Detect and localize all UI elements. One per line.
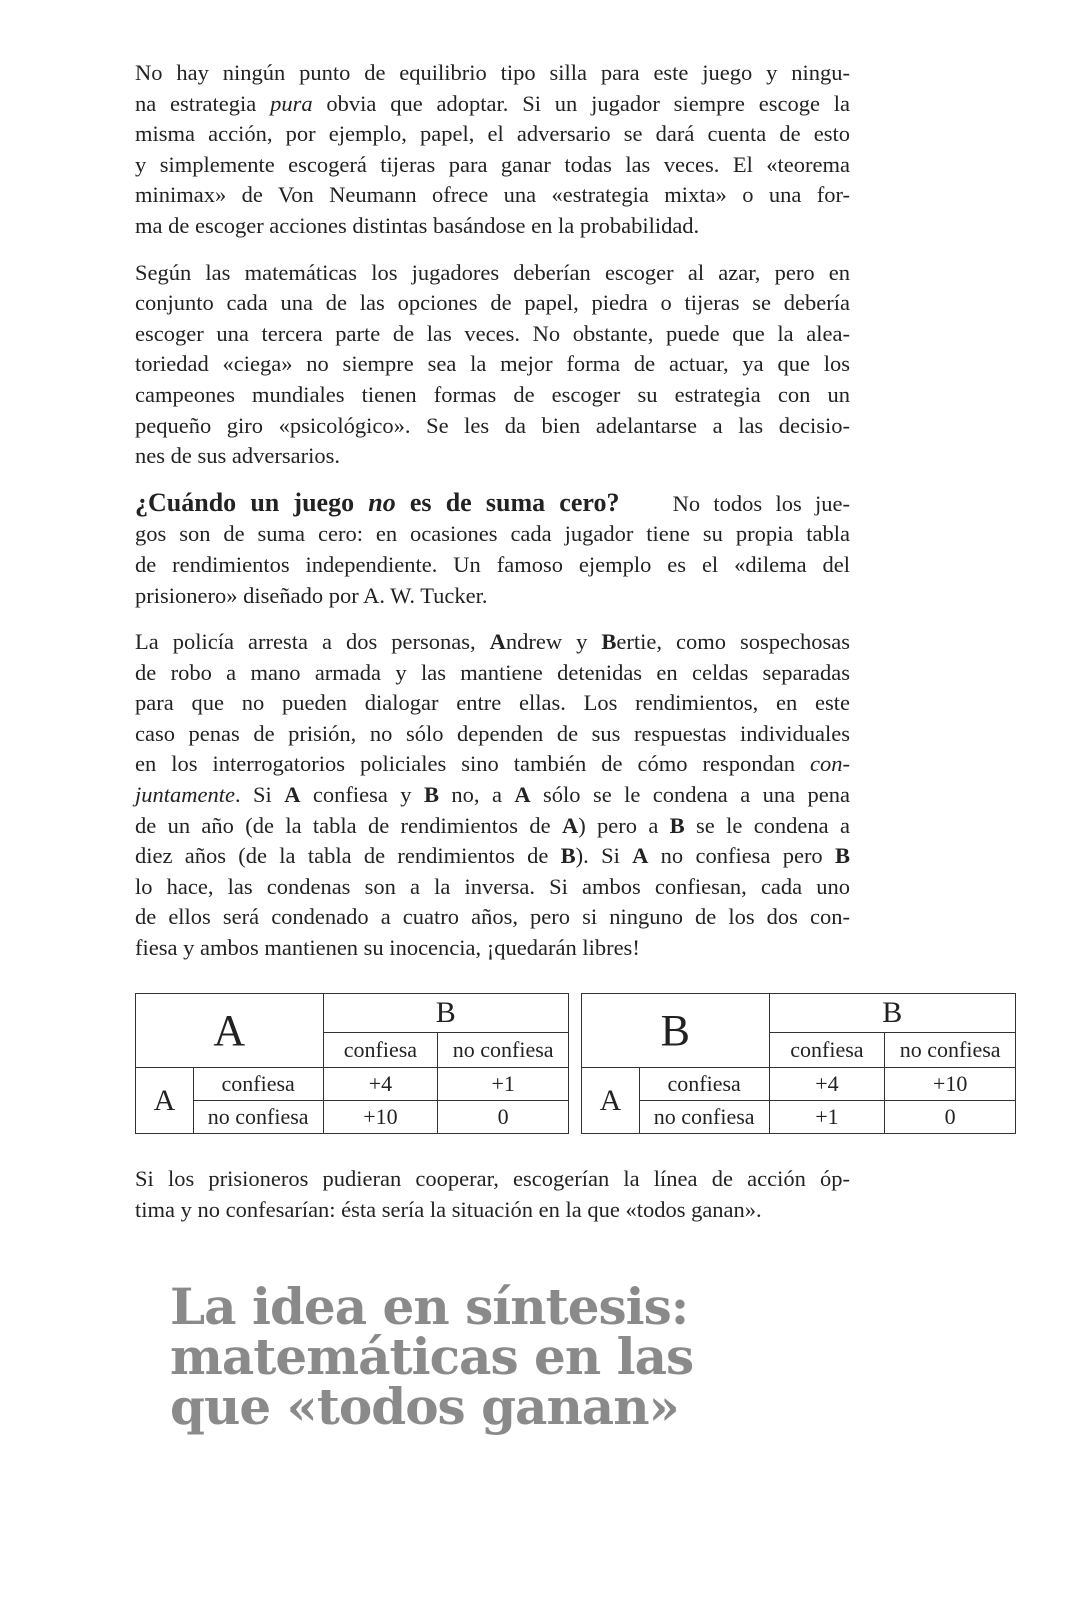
text-line <box>135 150 850 181</box>
payoff-cell: 0 <box>885 1101 1016 1134</box>
text-span: B <box>560 843 576 869</box>
text-span: ma de escoger acciones distintas basándose en la probabilidad. <box>135 212 700 238</box>
text-span: prisionero» diseñado por A. W. Tucker. <box>135 582 488 608</box>
text-span: na estrategia <box>135 90 271 116</box>
text-line <box>135 1164 850 1195</box>
text-line <box>135 258 850 289</box>
text-line <box>135 211 850 242</box>
column-player: B <box>769 994 1015 1033</box>
text-line <box>135 58 850 89</box>
text-span: escoger una tercera parte de las veces. No obstante, puede que la alea- <box>135 320 850 346</box>
text-line <box>135 441 850 472</box>
text-line <box>135 488 850 520</box>
text-span: nes de sus adversarios. <box>135 443 340 469</box>
text-span: para que no pueden dialogar entre ellas. Los rendimientos, en este <box>135 690 850 716</box>
text-span: se le condena a <box>684 812 850 838</box>
text-span: B <box>834 843 850 869</box>
text-span: No hay ningún punto de equilibrio tipo silla para este juego y ningu- <box>135 60 850 85</box>
column-header: no confiesa <box>438 1033 569 1068</box>
table-owner: A <box>136 994 324 1068</box>
text-span: A <box>514 782 531 808</box>
payoff-cell: +10 <box>885 1068 1016 1101</box>
text-span: diez años (de la tabla de rendimientos de <box>135 843 561 869</box>
text-span: y simplemente escogerá tijeras para ganar todas las veces. El «teorema <box>135 151 850 177</box>
text-span: de un año (de la tabla de rendimientos de <box>135 812 562 838</box>
column-header: confiesa <box>323 1033 438 1068</box>
summary-line: que «todos ganan» <box>170 1377 679 1436</box>
text-line <box>135 658 850 689</box>
text-span: en los interrogatorios policiales sino también de cómo respondan <box>135 751 811 777</box>
payoff-cell: +1 <box>769 1101 885 1134</box>
text-line <box>135 581 850 612</box>
text-span: A <box>632 843 649 869</box>
text-span: A <box>561 812 579 838</box>
text-line <box>135 180 850 211</box>
text-span: A <box>284 782 301 808</box>
text-span: pura <box>270 90 313 116</box>
column-header: confiesa <box>769 1033 885 1068</box>
text-span: fiesa y ambos mantienen su inocencia, ¡quedarán libres! <box>135 935 640 961</box>
text-span: gos son de suma cero: en ocasiones cada jugador tiene su propia tabla <box>135 521 850 547</box>
payoff-table-b <box>581 993 1016 1134</box>
column-header: no confiesa <box>885 1033 1016 1068</box>
text-line <box>135 627 850 658</box>
text-line <box>135 1195 850 1226</box>
text-line <box>135 719 850 750</box>
payoff-cell: +4 <box>323 1068 438 1101</box>
text-span: ndrew y <box>505 629 602 655</box>
payoff-cell: +10 <box>323 1101 438 1134</box>
text-span: ). Si <box>575 843 633 869</box>
text-span: caso penas de prisión, no sólo dependen de sus respuestas individuales <box>135 720 850 746</box>
body-text <box>135 58 850 980</box>
column-player: B <box>323 994 568 1033</box>
text-span: juntamente <box>135 782 235 808</box>
summary-heading <box>170 1277 870 1436</box>
table-owner: B <box>582 994 770 1068</box>
paragraph <box>135 58 850 242</box>
payoff-table-a <box>135 993 569 1134</box>
section-heading: no <box>368 487 396 517</box>
text-span: No todos los jue- <box>619 490 851 516</box>
text-span: sólo se le condena a una pena <box>530 782 850 808</box>
text-span: Si los prisioneros pudieran cooperar, escogerían la línea de acción óp- <box>135 1166 850 1191</box>
text-line <box>135 933 850 964</box>
paragraph <box>135 1164 850 1225</box>
paragraph <box>135 488 850 611</box>
row-header: confiesa <box>193 1068 323 1101</box>
payoff-cell: 0 <box>438 1101 569 1134</box>
paragraph <box>135 258 850 472</box>
text-span: de ellos será condenado a cuatro años, pero si ninguno de los dos con- <box>135 904 850 930</box>
text-span: lo hace, las condenas son a la inversa. Si ambos confiesan, cada uno <box>135 873 850 899</box>
text-line <box>135 319 850 350</box>
text-line <box>135 349 850 380</box>
text-line <box>135 872 850 903</box>
text-span: Según las matemáticas los jugadores deberían escoger al azar, pero en <box>135 259 850 285</box>
text-line <box>135 749 850 780</box>
row-header: no confiesa <box>193 1101 323 1134</box>
text-span: B <box>423 782 439 808</box>
text-span: pequeño giro «psicológico». Se les da bien adelantarse a las decisio- <box>135 412 850 438</box>
text-line <box>135 780 850 811</box>
text-span: no confiesa pero <box>648 843 835 869</box>
text-span: La policía arresta a dos personas, <box>135 629 490 655</box>
text-span: con- <box>810 751 850 777</box>
text-line <box>135 550 850 581</box>
payoff-cell: +4 <box>769 1068 885 1101</box>
text-span: toriedad «ciega» no siempre sea la mejor forma de actuar, ya que los <box>135 351 850 377</box>
section-heading: ¿Cuándo un juego <box>135 487 369 517</box>
text-line <box>135 119 850 150</box>
row-header: confiesa <box>639 1068 769 1101</box>
text-span: A <box>489 629 506 655</box>
text-line <box>135 380 850 411</box>
text-span: ertie, como sospechosas <box>616 629 850 655</box>
text-span: minimax» de Von Neumann ofrece una «estrategia mixta» o una for- <box>135 182 850 208</box>
closing-paragraph <box>135 1164 850 1241</box>
text-line <box>135 811 850 842</box>
text-line <box>135 841 850 872</box>
text-line <box>135 89 850 120</box>
text-span: campeones mundiales tienen formas de escoger su estrategia con un <box>135 381 850 407</box>
text-line <box>135 688 850 719</box>
text-span: tima y no confesarían: ésta sería la situación en la que «todos ganan». <box>135 1196 762 1222</box>
text-span: misma acción, por ejemplo, papel, el adversario se dará cuenta de esto <box>135 121 850 147</box>
summary-line: La idea en síntesis: <box>170 1277 689 1336</box>
text-span: . Si <box>234 782 285 808</box>
text-span: ) pero a <box>578 812 670 838</box>
text-span: B <box>669 812 685 838</box>
row-header: no confiesa <box>639 1101 769 1134</box>
text-span: B <box>601 629 617 655</box>
paragraph <box>135 627 850 964</box>
text-span: conjunto cada una de las opciones de papel, piedra o tijeras se debería <box>135 290 850 316</box>
row-player: A <box>136 1068 194 1134</box>
text-span: de robo a mano armada y las mantiene detenidas en celdas separadas <box>135 659 850 685</box>
text-line <box>135 519 850 550</box>
payoff-cell: +1 <box>438 1068 569 1101</box>
row-player: A <box>582 1068 640 1134</box>
text-span: no, a <box>438 782 515 808</box>
text-span: obvia que adoptar. Si un jugador siempre escoge la <box>312 90 851 116</box>
text-line <box>135 288 850 319</box>
text-span: de rendimientos independiente. Un famoso ejemplo es el «dilema del <box>135 551 850 577</box>
text-line <box>135 902 850 933</box>
text-line <box>135 411 850 442</box>
summary-line: matemáticas en las <box>170 1327 694 1386</box>
section-heading: es de suma cero? <box>395 487 620 517</box>
text-span: confiesa y <box>300 782 424 808</box>
